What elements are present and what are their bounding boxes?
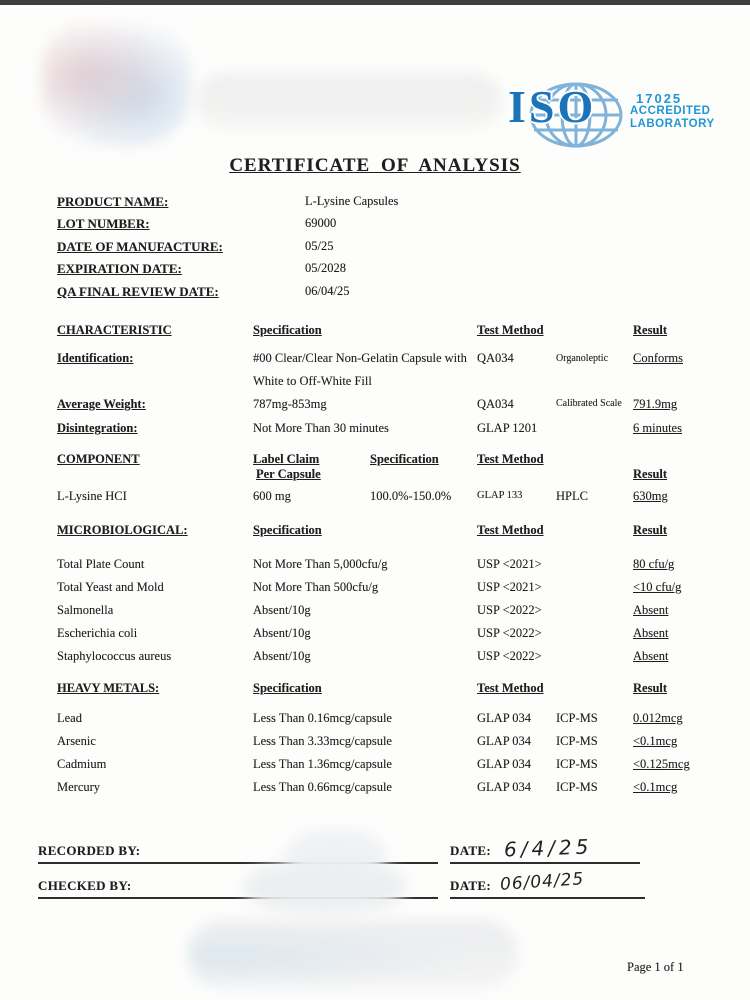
- row-spec: Not More Than 5,000cfu/g: [253, 557, 388, 571]
- row-label: Lead: [57, 711, 82, 725]
- table-row: [57, 393, 720, 415]
- qa-review-date-row: [57, 284, 398, 306]
- lot-number-value: 69000: [305, 216, 337, 231]
- row-result: 630mg: [633, 489, 668, 503]
- row-spec: Absent/10g: [253, 626, 311, 640]
- row-method: GLAP 034: [477, 757, 532, 771]
- heavy-metals-header: HEAVY METALS:: [57, 681, 160, 695]
- label-claim-line1: Label Claim: [253, 452, 320, 466]
- row-method-type: ICP-MS: [556, 711, 598, 725]
- product-name-value: L-Lysine Capsules: [305, 194, 399, 208]
- table-row: [57, 730, 720, 753]
- qa-review-date-value: 06/04/25: [305, 283, 350, 298]
- recorded-date-handwritten: 6/4/25: [503, 834, 593, 862]
- row-method-type: [556, 417, 633, 439]
- row-method-type: ICP-MS: [556, 757, 598, 771]
- microbiological-header: MICROBIOLOGICAL:: [57, 523, 188, 537]
- iso-number: 17025: [636, 91, 683, 106]
- row-method-type: Calibrated Scale: [556, 398, 622, 409]
- expiration-date-value: 05/2028: [305, 261, 346, 276]
- row-spec: 100.0%-150.0%: [370, 489, 452, 503]
- row-spec-line2: White to Off-White Fill: [253, 374, 372, 388]
- component-section: [57, 452, 720, 507]
- row-method-type: Organoleptic: [556, 353, 609, 364]
- spacer-cell: [556, 323, 633, 347]
- row-result: 6 minutes: [633, 421, 682, 435]
- row-result: <0.1mcg: [633, 734, 678, 748]
- row-method-type: ICP-MS: [556, 780, 598, 794]
- row-result: Absent: [633, 649, 669, 663]
- row-label: Mercury: [57, 780, 101, 794]
- redacted-signature-blur-2: [244, 860, 406, 914]
- table-row: [57, 553, 720, 576]
- row-result: Absent: [633, 603, 669, 617]
- heavy-metals-header-row: [57, 681, 720, 705]
- microbiological-rows: [57, 553, 720, 668]
- row-spec-line1: #00 Clear/Clear Non-Gelatin Capsule with: [253, 351, 467, 365]
- row-result: Conforms: [633, 351, 683, 365]
- redacted-stamp-blur: [188, 920, 518, 988]
- result-header: Result: [633, 681, 668, 695]
- row-method-type: ICP-MS: [556, 734, 598, 748]
- table-row: [57, 485, 720, 507]
- iso-accreditation-text: [630, 92, 715, 131]
- manufacture-date-row: [57, 239, 398, 261]
- row-spec: Less Than 0.16mcg/capsule: [253, 711, 392, 725]
- row-label: Cadmium: [57, 757, 107, 771]
- row-result: 0.012mcg: [633, 711, 683, 725]
- row-label: Arsenic: [57, 734, 96, 748]
- table-row: [57, 776, 720, 799]
- product-info-block: [57, 194, 398, 306]
- table-row: [57, 645, 720, 668]
- test-method-header: Test Method: [477, 681, 544, 695]
- row-result: <0.1mcg: [633, 780, 678, 794]
- specification-header: Specification: [370, 452, 439, 466]
- result-header: Result: [633, 523, 668, 537]
- result-header: Result: [633, 323, 668, 337]
- iso-accredited-line: ACCREDITED: [630, 105, 711, 117]
- component-header: COMPONENT: [57, 452, 140, 466]
- row-label: Staphylococcus aureus: [57, 649, 172, 663]
- checked-date-label: DATE:: [450, 878, 491, 893]
- row-method: QA034: [477, 351, 514, 365]
- expiration-date-label: EXPIRATION DATE:: [57, 261, 182, 277]
- microbiological-header-row: [57, 523, 720, 547]
- row-method: USP <2021>: [477, 557, 542, 571]
- iso-wordmark: ISO: [508, 81, 597, 132]
- row-label: L-Lysine HCI: [57, 489, 127, 503]
- specification-header: Specification: [253, 323, 322, 337]
- manufacture-date-value: 05/25: [305, 238, 334, 253]
- qa-review-date-label: QA FINAL REVIEW DATE:: [57, 283, 219, 299]
- table-row: [57, 347, 720, 393]
- row-result: <10 cfu/g: [633, 580, 682, 594]
- row-spec: [253, 347, 477, 393]
- test-method-header: Test Method: [477, 452, 544, 466]
- table-row: [57, 576, 720, 599]
- row-spec: 787mg-853mg: [253, 397, 327, 411]
- row-method: USP <2022>: [477, 626, 542, 640]
- expiration-date-row: [57, 261, 398, 283]
- row-label: Total Plate Count: [57, 557, 145, 571]
- row-method: USP <2021>: [477, 580, 542, 594]
- row-spec: Absent/10g: [253, 603, 311, 617]
- heavy-metals-section: [57, 681, 720, 799]
- row-claim: 600 mg: [253, 489, 291, 503]
- characteristic-header-row: [57, 323, 720, 347]
- scan-top-edge: [0, 0, 750, 5]
- spacer-cell: [556, 452, 633, 482]
- test-method-header: Test Method: [477, 523, 544, 537]
- result-header: Result: [633, 467, 668, 481]
- row-method: GLAP 133: [477, 490, 523, 501]
- row-label: Disintegration:: [57, 421, 138, 435]
- lot-number-row: [57, 216, 398, 238]
- row-method: GLAP 034: [477, 734, 532, 748]
- row-spec: Less Than 1.36mcg/capsule: [253, 757, 392, 771]
- row-label: Average Weight:: [57, 397, 146, 411]
- row-result: Absent: [633, 626, 669, 640]
- microbiological-section: [57, 523, 720, 668]
- recorded-date-label: DATE:: [450, 843, 491, 858]
- recorded-by-label: RECORDED BY:: [38, 843, 141, 858]
- row-method: GLAP 034: [477, 780, 532, 794]
- table-row: [57, 622, 720, 645]
- row-spec: Less Than 3.33mcg/capsule: [253, 734, 392, 748]
- product-name-row: [57, 194, 398, 216]
- table-row: [57, 707, 720, 730]
- redacted-company-name-blur: [196, 74, 502, 128]
- specification-header: Specification: [253, 523, 322, 537]
- row-spec: Less Than 0.66mcg/capsule: [253, 780, 392, 794]
- row-method: GLAP 034: [477, 711, 532, 725]
- row-label: Salmonella: [57, 603, 114, 617]
- row-method: GLAP 1201: [477, 421, 538, 435]
- component-header-row: [57, 452, 720, 482]
- row-spec: Not More Than 30 minutes: [253, 421, 389, 435]
- product-name-label: PRODUCT NAME:: [57, 194, 169, 209]
- row-method: USP <2022>: [477, 649, 542, 663]
- characteristic-section: [57, 323, 720, 439]
- checked-by-label: CHECKED BY:: [38, 878, 132, 893]
- characteristic-header: CHARACTERISTIC: [57, 323, 172, 337]
- row-label: Escherichia coli: [57, 626, 138, 640]
- row-method: USP <2022>: [477, 603, 542, 617]
- row-label: Identification:: [57, 351, 134, 365]
- page-number: Page 1 of 1: [627, 960, 684, 974]
- row-result: 80 cfu/g: [633, 557, 675, 571]
- label-claim-line2: Per Capsule: [256, 467, 321, 481]
- lot-number-label: LOT NUMBER:: [57, 216, 150, 232]
- table-row: [57, 753, 720, 776]
- iso-17025-badge: [508, 80, 715, 150]
- row-label: Total Yeast and Mold: [57, 580, 164, 594]
- test-method-header: Test Method: [477, 323, 544, 337]
- row-method: QA034: [477, 397, 514, 411]
- row-result: 791.9mg: [633, 397, 678, 411]
- row-method-type: HPLC: [556, 489, 588, 503]
- row-spec: Absent/10g: [253, 649, 311, 663]
- redacted-company-logo-blur: [42, 18, 190, 146]
- label-claim-header: [253, 452, 370, 482]
- document-title: CERTIFICATE OF ANALYSIS: [229, 155, 521, 176]
- iso-laboratory-line: LABORATORY: [630, 118, 715, 130]
- spacer-cell: [556, 681, 633, 705]
- heavy-metals-rows: [57, 707, 720, 799]
- specification-header: Specification: [253, 681, 322, 695]
- row-spec: Not More Than 500cfu/g: [253, 580, 379, 594]
- manufacture-date-label: DATE OF MANUFACTURE:: [57, 238, 223, 254]
- table-row: [57, 599, 720, 622]
- row-result: <0.125mcg: [633, 757, 690, 771]
- checked-date-handwritten: 06/04/25: [499, 869, 585, 895]
- table-row: [57, 417, 720, 439]
